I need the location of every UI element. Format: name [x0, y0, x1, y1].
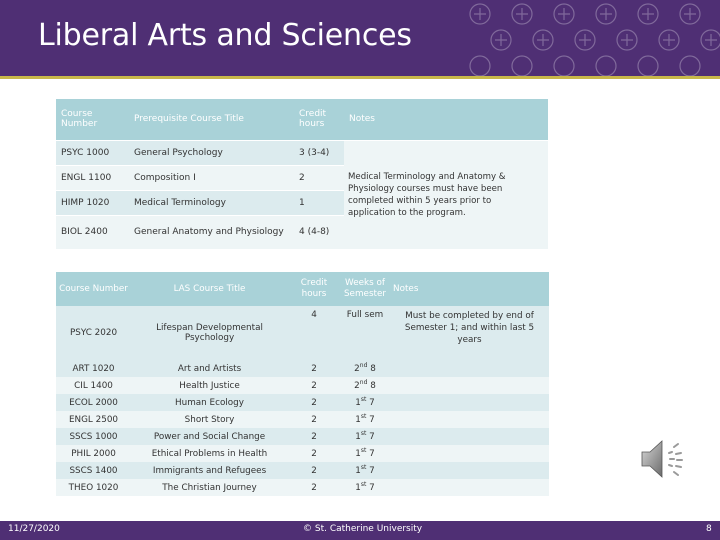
column-header: Notes: [344, 99, 548, 140]
credit-hours: 2: [288, 445, 340, 462]
course-note: Must be completed by end of Semester 1; and within last 5 years: [390, 306, 549, 360]
table-header-row: [56, 99, 548, 140]
weeks-of-semester: 1st 7: [340, 428, 390, 445]
course-title: Ethical Problems in Health: [131, 445, 288, 462]
course-title: Medical Terminology: [129, 190, 294, 215]
credit-hours: 3 (3-4): [294, 140, 344, 165]
weeks-of-semester: 1st 7: [340, 394, 390, 411]
table-row: [56, 377, 549, 394]
course-number: PHIL 2000: [56, 445, 131, 462]
table-row: [56, 360, 549, 377]
credit-hours: 2: [288, 479, 340, 496]
column-header: Credit hours: [294, 99, 344, 140]
weeks-of-semester: 1st 7: [340, 479, 390, 496]
weeks-of-semester: 1st 7: [340, 411, 390, 428]
weeks-of-semester: 2nd 8: [340, 377, 390, 394]
course-title: Composition I: [129, 165, 294, 190]
prerequisite-note: Medical Terminology and Anatomy & Physiology courses must have been completed within 5 years prior to application to the program.: [344, 140, 548, 249]
footer-date: 11/27/2020: [8, 524, 60, 534]
weeks-of-semester: Full sem: [340, 306, 390, 360]
column-header: Prerequisite Course Title: [129, 99, 294, 140]
course-number: ENGL 1100: [56, 165, 129, 190]
credit-hours: 1: [294, 190, 344, 215]
column-header: Course Number: [56, 99, 129, 140]
credit-hours: 2: [294, 165, 344, 190]
column-header: LAS Course Title: [131, 272, 288, 306]
table-row: [56, 445, 549, 462]
credit-hours: 2: [288, 377, 340, 394]
course-note: [390, 377, 549, 394]
course-number: PSYC 1000: [56, 140, 129, 165]
table-row: [56, 140, 548, 165]
footer-copyright: © St. Catherine University: [303, 524, 423, 534]
table-row: [56, 306, 549, 360]
table-row: [56, 479, 549, 496]
course-title: Short Story: [131, 411, 288, 428]
decorative-pattern: [460, 0, 720, 76]
credit-hours: 2: [288, 360, 340, 377]
course-title: Art and Artists: [131, 360, 288, 377]
course-title: Health Justice: [131, 377, 288, 394]
weeks-of-semester: 1st 7: [340, 462, 390, 479]
credit-hours: 4 (4-8): [294, 215, 344, 249]
weeks-of-semester: 2nd 8: [340, 360, 390, 377]
table-row: [56, 394, 549, 411]
course-title: Power and Social Change: [131, 428, 288, 445]
course-note: [390, 428, 549, 445]
course-title: General Anatomy and Physiology: [129, 215, 294, 249]
course-number: ECOL 2000: [56, 394, 131, 411]
las-course-table: [56, 272, 549, 496]
credit-hours: 2: [288, 394, 340, 411]
course-title: The Christian Journey: [131, 479, 288, 496]
course-note: [390, 411, 549, 428]
course-number: BIOL 2400: [56, 215, 129, 249]
column-header: Credit hours: [288, 272, 340, 306]
course-number: ART 1020: [56, 360, 131, 377]
column-header: Notes: [390, 272, 549, 306]
column-header: Weeks of Semester: [340, 272, 390, 306]
course-number: HIMP 1020: [56, 190, 129, 215]
credit-hours: 2: [288, 411, 340, 428]
course-note: [390, 360, 549, 377]
page-title: Liberal Arts and Sciences: [38, 18, 412, 53]
credit-hours: 2: [288, 462, 340, 479]
course-title: Lifespan Developmental Psychology: [131, 306, 288, 360]
credit-hours: 2: [288, 428, 340, 445]
weeks-of-semester: 1st 7: [340, 445, 390, 462]
title-bar: [0, 0, 720, 76]
course-number: PSYC 2020: [56, 306, 131, 360]
table-header-row: [56, 272, 549, 306]
course-number: ENGL 2500: [56, 411, 131, 428]
prerequisite-table: [56, 99, 548, 250]
table-row: [56, 411, 549, 428]
course-number: THEO 1020: [56, 479, 131, 496]
table-row: [56, 462, 549, 479]
course-note: [390, 462, 549, 479]
speaker-icon[interactable]: [638, 437, 690, 481]
credit-hours: 4: [288, 306, 340, 360]
footer-bar: [0, 521, 720, 540]
course-title: Human Ecology: [131, 394, 288, 411]
page-number: 8: [706, 524, 712, 534]
course-note: [390, 394, 549, 411]
course-title: General Psychology: [129, 140, 294, 165]
course-number: SSCS 1400: [56, 462, 131, 479]
table-row: [56, 428, 549, 445]
course-note: [390, 479, 549, 496]
column-header: Course Number: [56, 272, 131, 306]
course-note: [390, 445, 549, 462]
course-number: CIL 1400: [56, 377, 131, 394]
header-accent-rule: [0, 76, 720, 79]
course-title: Immigrants and Refugees: [131, 462, 288, 479]
course-number: SSCS 1000: [56, 428, 131, 445]
